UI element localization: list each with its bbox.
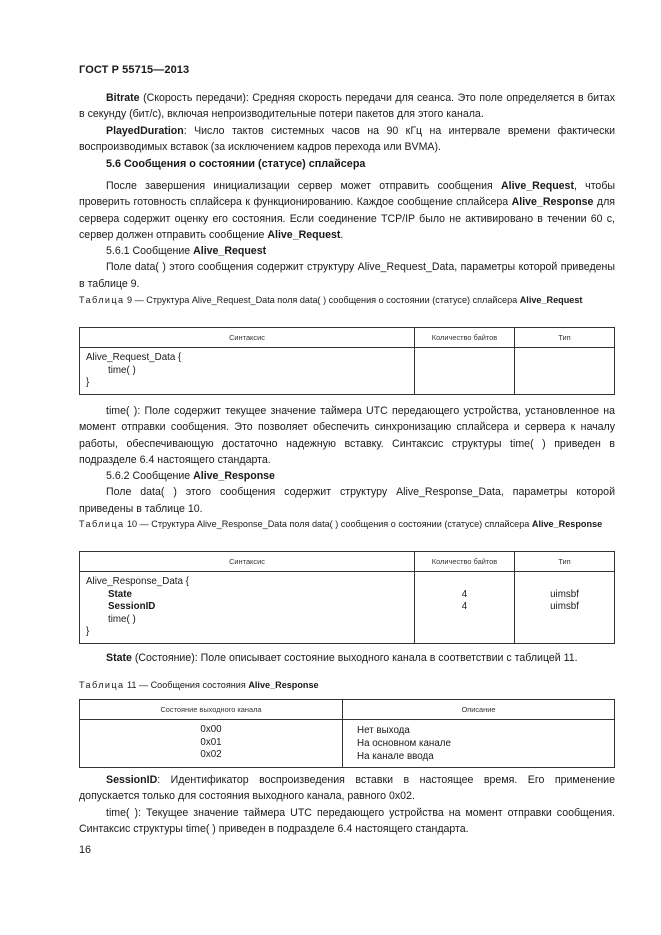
table-10-caption-text: 10 — Структура Alive_Response_Data поля data( ) сообщения о состоянии (статусе) сплайсера <box>124 519 532 529</box>
table-9-header-type: Тип <box>515 328 615 348</box>
session-id-term: SessionID <box>106 774 158 786</box>
table-9-caption-text: 9 — Структура Alive_Request_Data поля data( ) сообщения о состоянии (статусе) сплайсера <box>124 295 520 305</box>
table-9-caption-word: Таблица <box>79 295 125 305</box>
subsection-5-6-2-name: Alive_Response <box>193 470 275 483</box>
table-10 <box>79 551 615 644</box>
state-paragraph <box>79 650 615 666</box>
code-line: Alive_Request_Data { <box>86 352 182 363</box>
table-11-caption <box>79 679 615 691</box>
table-11-header-state: Состояние выходного канала <box>80 700 343 720</box>
bitrate-paragraph <box>79 90 615 155</box>
type-value: uimsbf <box>550 601 579 612</box>
state-code: 0x01 <box>200 736 222 748</box>
table-11-state-cell <box>80 720 343 768</box>
after-init-text-1: После завершения инициализации сервер может отправить сообщения <box>106 180 501 192</box>
alive-request-term-2: Alive_Request <box>267 228 341 241</box>
subsection-5-6-1-text: Поле data( ) этого сообщения содержит структуру Alive_Request_Data, параметры которой приведены в таблице 9. <box>79 261 615 290</box>
code-line: } <box>86 626 90 637</box>
table-11-description-cell <box>343 720 615 768</box>
table-10-bytes-cell <box>415 572 515 644</box>
time-description-1: time( ): Поле содержит текущее значение таймера UTC передающего устройства, установленное на момент отправки сообщения. Это позволяет обеспечить синхронизацию сплайсера и сервера к началу работы, обеспечивающую достаточно надежную вставку. Синтаксис структуры time( ) приведен в подразделе 6.4 настоящего стандарта. <box>79 405 615 466</box>
type-value: uimsbf <box>550 588 579 600</box>
state-code: 0x00 <box>200 724 222 735</box>
table-9-header-bytes: Количество байтов <box>415 328 515 348</box>
table-11 <box>79 699 615 768</box>
code-line: Alive_Response_Data { <box>86 576 189 587</box>
time-description-2: time( ): Текущее значение таймера UTC передающего устройства на момент отправки сообщения. Синтаксис структуры time( ) приведен в подразделе 6.4 настоящего стандарта. <box>79 806 615 835</box>
bytes-value: 4 <box>461 588 468 600</box>
page-number: 16 <box>79 844 92 856</box>
table-11-header-description: Описание <box>343 700 615 720</box>
code-line: } <box>86 377 90 388</box>
table-10-header-bytes: Количество байтов <box>415 552 515 572</box>
played-duration-term: PlayedDuration <box>106 124 184 137</box>
table-11-caption-text: 11 — Сообщения состояния <box>124 680 249 690</box>
bitrate-term: Bitrate <box>106 92 140 104</box>
table-11-caption-word: Таблица <box>79 680 125 690</box>
field-time: time( ) <box>108 613 136 625</box>
table-10-caption-bold: Alive_Response <box>531 519 603 529</box>
state-text: (Состояние): Поле описывает состояние выходного канала в соответствии с таблицей 11. <box>131 652 578 664</box>
after-init-paragraph <box>79 178 615 292</box>
field-state: State <box>108 588 132 600</box>
table-9-caption <box>79 294 615 306</box>
subsection-5-6-2-text: Поле data( ) этого сообщения содержит структуру Alive_Response_Data, параметры которой приведены в таблице 10. <box>79 486 615 515</box>
table-9-syntax-cell <box>80 348 415 395</box>
session-id-text: : Идентификатор воспроизведения вставки в настоящее время. Его применение допускается только для состояния выходного канала, равного 0x02. <box>79 774 615 803</box>
table-10-caption-word: Таблица <box>79 519 125 529</box>
table-10-header-syntax: Синтаксис <box>80 552 415 572</box>
state-description: Нет выхода <box>357 725 410 736</box>
bytes-value: 4 <box>461 601 468 612</box>
played-duration-text: : Число тактов системных часов на 90 кГц на интервале времени фактически воспроизводимых вставок (за исключением кадров перехода или BVMA). <box>79 124 615 153</box>
alive-response-term: Alive_Response <box>511 196 594 209</box>
table-10-header-type: Тип <box>515 552 615 572</box>
table-11-caption-bold: Alive_Response <box>248 680 319 690</box>
section-5-6-title: 5.6 Сообщения о состоянии (статусе) сплайсера <box>106 158 366 170</box>
table-9-header-syntax: Синтаксис <box>80 328 415 348</box>
state-term: State <box>106 652 132 664</box>
state-description: На канале ввода <box>357 751 434 762</box>
table-9-caption-bold: Alive_Request <box>519 295 583 305</box>
state-description: На основном канале <box>357 738 451 749</box>
bitrate-text: (Скорость передачи): Средняя скорость передачи для сеанса. Это поле определяется в битах в секунду (бит/с), включая непроизводительные потери пакетов для этого канала. <box>79 92 615 121</box>
document-header: ГОСТ Р 55715—2013 <box>79 64 190 76</box>
after-init-text-2: , чтобы проверить готовность сплайсера к функционированию. Каждое сообщение сплайсера <box>79 180 615 209</box>
subsection-5-6-2-number: 5.6.2 Сообщение <box>106 470 194 483</box>
state-code: 0x02 <box>200 749 222 760</box>
subsection-5-6-1-number: 5.6.1 Сообщение <box>106 245 194 258</box>
after-init-text-4: . <box>340 228 344 241</box>
table-10-caption <box>79 518 615 530</box>
subsection-5-6-1-name: Alive_Request <box>193 245 267 258</box>
table-10-type-cell <box>515 572 615 644</box>
code-line: time( ) <box>108 364 136 376</box>
session-paragraph <box>79 772 615 837</box>
time-paragraph-1 <box>79 403 615 517</box>
table-10-syntax-cell <box>80 572 415 644</box>
table-9 <box>79 327 615 395</box>
table-9-type-cell <box>515 348 615 395</box>
field-session-id: SessionID <box>108 601 156 612</box>
alive-request-term: Alive_Request <box>500 180 574 192</box>
table-9-bytes-cell <box>415 348 515 395</box>
after-init-text-3: для сервера содержит оценку его состояния. Если соединение TCP/IP было не активировано в течении 60 с, сервер должен отправить сообщение <box>79 196 615 241</box>
